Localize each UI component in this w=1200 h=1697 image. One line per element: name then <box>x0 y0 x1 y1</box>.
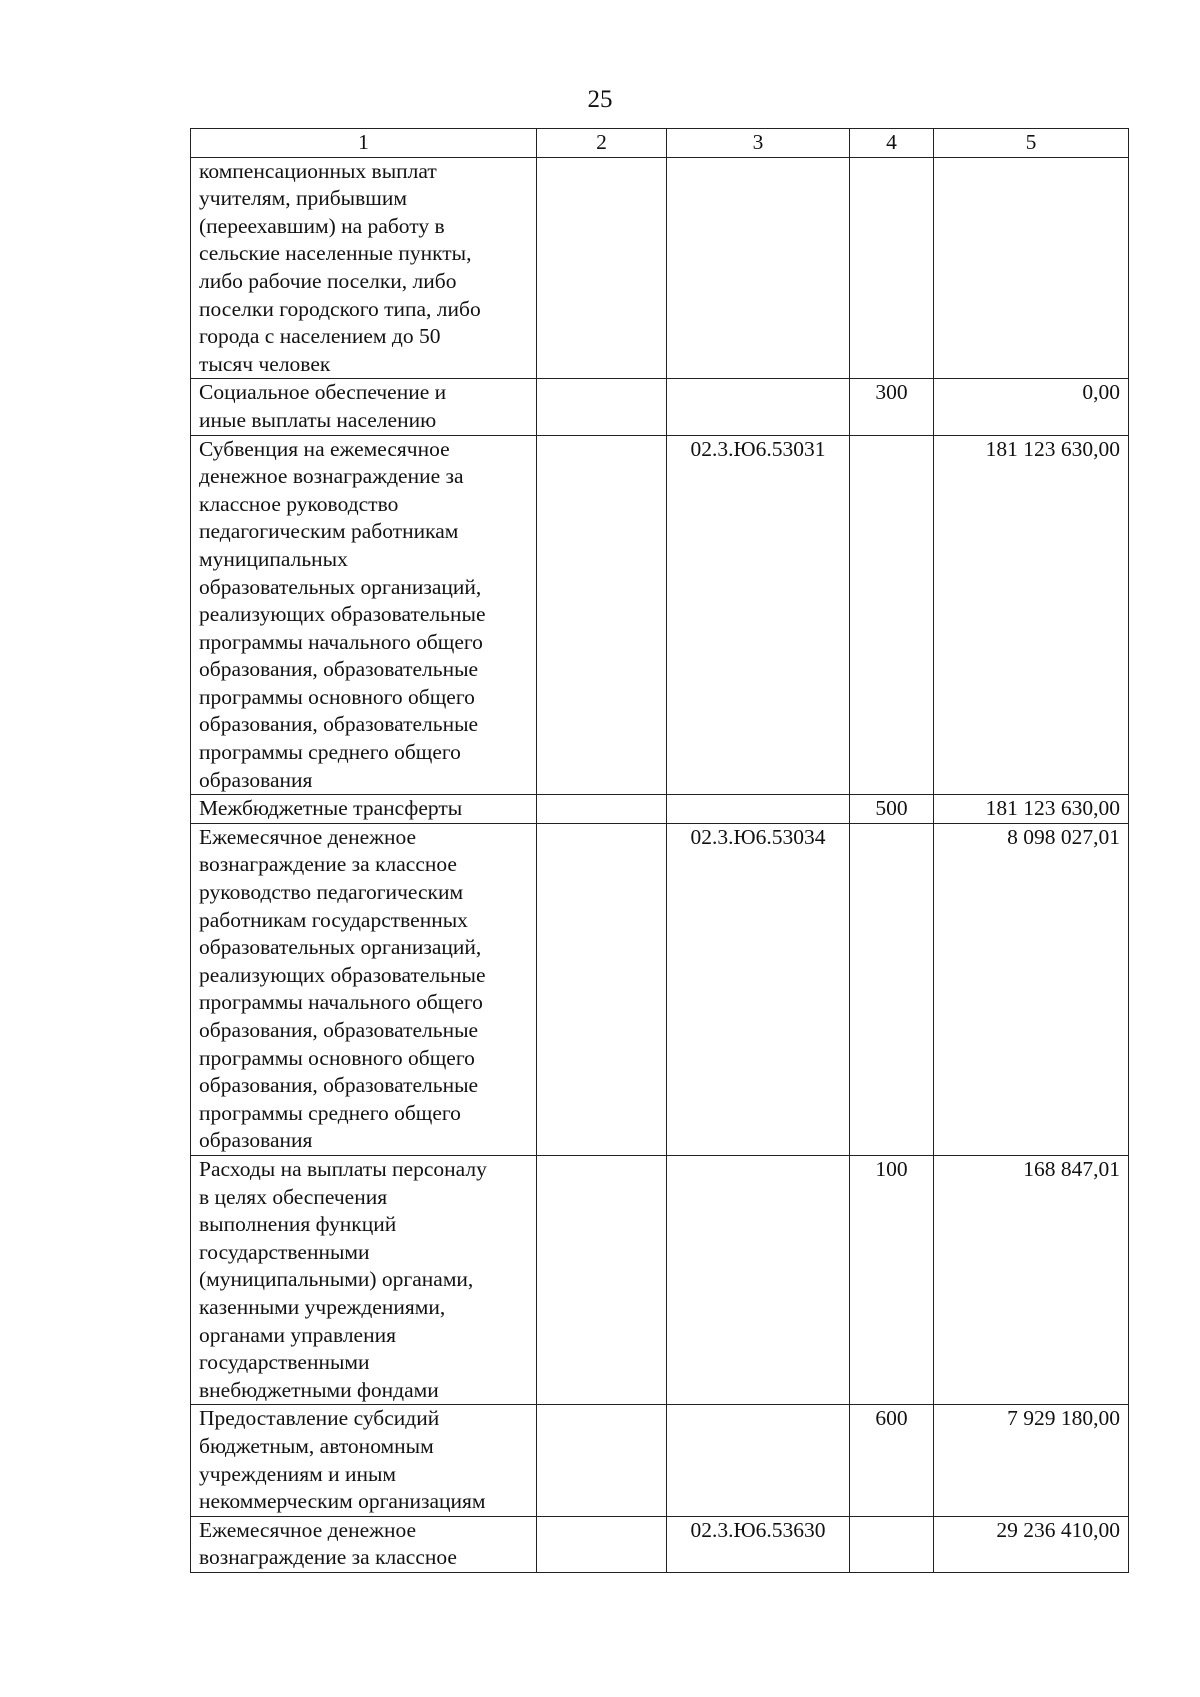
table-row <box>191 1405 1129 1516</box>
target-code-cell <box>667 1405 850 1516</box>
column-2-cell <box>537 1405 667 1516</box>
column-2-cell <box>537 379 667 435</box>
target-code-cell: 02.3.Ю6.53034 <box>667 823 850 1155</box>
table-row <box>191 157 1129 379</box>
table-row <box>191 379 1129 435</box>
column-header-2: 2 <box>537 129 667 158</box>
expense-name-cell: Предоставление субсидий бюджетным, автономным учреждениям и иным некоммерческим организациям <box>191 1405 537 1516</box>
amount-cell: 7 929 180,00 <box>934 1405 1129 1516</box>
page-number: 25 <box>587 86 613 113</box>
expense-type-cell <box>850 1516 934 1572</box>
expense-name-cell: Межбюджетные трансферты <box>191 795 537 824</box>
table-row <box>191 1155 1129 1404</box>
table-row <box>191 435 1129 795</box>
table-header-row <box>191 129 1129 158</box>
expense-name-cell: компенсационных выплат учителям, прибывшим (переехавшим) на работу в сельские населенные пункты, либо рабочие поселки, либо поселки городского типа, либо города с населением до 50 тысяч человек <box>191 157 537 379</box>
expense-name-cell: Ежемесячное денежное вознаграждение за классное <box>191 1516 537 1572</box>
column-2-cell <box>537 795 667 824</box>
expense-type-cell <box>850 823 934 1155</box>
amount-cell: 168 847,01 <box>934 1155 1129 1404</box>
expense-name-cell: Ежемесячное денежное вознаграждение за классное руководство педагогическим работникам государственных образовательных организаций, реализующих образовательные программы начального общего образования, образовательные программы основного общего образования, образовательные программы среднего общего образования <box>191 823 537 1155</box>
expense-name-cell: Субвенция на ежемесячное денежное вознаграждение за классное руководство педагогическим работникам муниципальных образовательных организаций, реализующих образовательные программы начального общего образования, образовательные программы основного общего образования, образовательные программы среднего общего образования <box>191 435 537 795</box>
expense-type-cell: 600 <box>850 1405 934 1516</box>
column-2-cell <box>537 435 667 795</box>
amount-cell <box>934 157 1129 379</box>
column-header-1: 1 <box>191 129 537 158</box>
amount-cell: 181 123 630,00 <box>934 795 1129 824</box>
target-code-cell <box>667 795 850 824</box>
target-code-cell: 02.3.Ю6.53031 <box>667 435 850 795</box>
amount-cell: 29 236 410,00 <box>934 1516 1129 1572</box>
expense-type-cell: 300 <box>850 379 934 435</box>
expense-type-cell: 100 <box>850 1155 934 1404</box>
target-code-cell <box>667 157 850 379</box>
expense-type-cell <box>850 157 934 379</box>
column-header-4: 4 <box>850 129 934 158</box>
table-row <box>191 795 1129 824</box>
budget-table <box>190 128 1129 1573</box>
expense-type-cell: 500 <box>850 795 934 824</box>
target-code-cell <box>667 379 850 435</box>
expense-type-cell <box>850 435 934 795</box>
column-2-cell <box>537 1155 667 1404</box>
column-header-3: 3 <box>667 129 850 158</box>
target-code-cell: 02.3.Ю6.53630 <box>667 1516 850 1572</box>
amount-cell: 0,00 <box>934 379 1129 435</box>
column-2-cell <box>537 823 667 1155</box>
column-2-cell <box>537 157 667 379</box>
expense-name-cell: Расходы на выплаты персоналу в целях обеспечения выполнения функций государственными (муниципальными) органами, казенными учреждениями, органами управления государственными внебюджетными фондами <box>191 1155 537 1404</box>
amount-cell: 181 123 630,00 <box>934 435 1129 795</box>
expense-name-cell: Социальное обеспечение и иные выплаты населению <box>191 379 537 435</box>
table-row <box>191 1516 1129 1572</box>
table-row <box>191 823 1129 1155</box>
column-header-5: 5 <box>934 129 1129 158</box>
target-code-cell <box>667 1155 850 1404</box>
amount-cell: 8 098 027,01 <box>934 823 1129 1155</box>
column-2-cell <box>537 1516 667 1572</box>
